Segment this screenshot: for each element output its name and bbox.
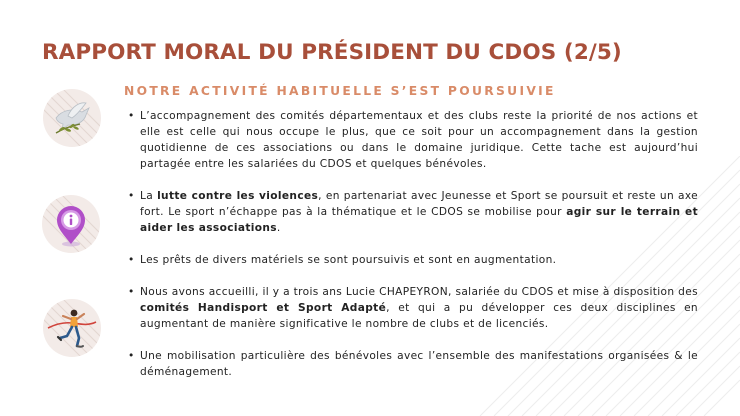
slide-subtitle: NOTRE ACTIVITÉ HABITUELLE S’EST POURSUIVIE [124, 84, 556, 98]
bullet-text: Une mobilisation particulière des bénévoles avec l’ensemble des manifestations organisées & le déménagement. [140, 350, 698, 378]
dove-olive-branch-icon [42, 88, 102, 148]
bullet-bold-text: lutte contre les violences [157, 190, 319, 202]
bullet-bold-text: comités Handisport et Sport Adapté [140, 302, 387, 314]
slide-title: RAPPORT MORAL DU PRÉSIDENT DU CDOS (2/5) [42, 40, 622, 65]
bullet-text-part: , et qui a pu développer ces deux disciplines en augmentant de manière significative le nombre de clubs et de licenciés. [140, 302, 698, 330]
bullet-item-lucie-chapeyron [128, 284, 698, 332]
bullet-item-lutte-violences [128, 188, 698, 236]
bullet-bold-text: agir sur le terrain et aider les associations [140, 206, 698, 234]
bullet-text-part: . [276, 222, 281, 234]
bullet-list [128, 108, 698, 380]
bullet-text: Les prêts de divers matériels se sont poursuivis et sont en augmentation. [140, 254, 557, 266]
info-location-pin-icon [41, 194, 101, 254]
bullet-item-prets-materiels [128, 252, 698, 268]
bullet-text-part: Nous avons accueilli, il y a trois ans Lucie CHAPEYRON, salariée du CDOS et mise à disposition des [140, 286, 698, 298]
bullet-item-mobilisation-benevoles [128, 348, 698, 380]
bullet-item-comites-accompagnement [128, 108, 698, 172]
bullet-text-part: , en partenariat avec Jeunesse et Sport se poursuit et reste un axe fort. Le sport n’échappe pas à la thématique et le CDOS se mobilise pour [140, 190, 698, 218]
runner-finish-line-icon [42, 298, 102, 358]
bullet-text: L’accompagnement des comités départementaux et des clubs reste la priorité de nos actions et elle est celle qui nous occupe le plus, que ce soit pour un accompagnement dans la gestion quotidienne de ces associations ou dans le domaine juridique. Cette tache est aujourd’hui partagée entre les salariées du CDOS et quelques bénévoles. [140, 110, 698, 170]
bullet-text-part: La [140, 190, 158, 202]
